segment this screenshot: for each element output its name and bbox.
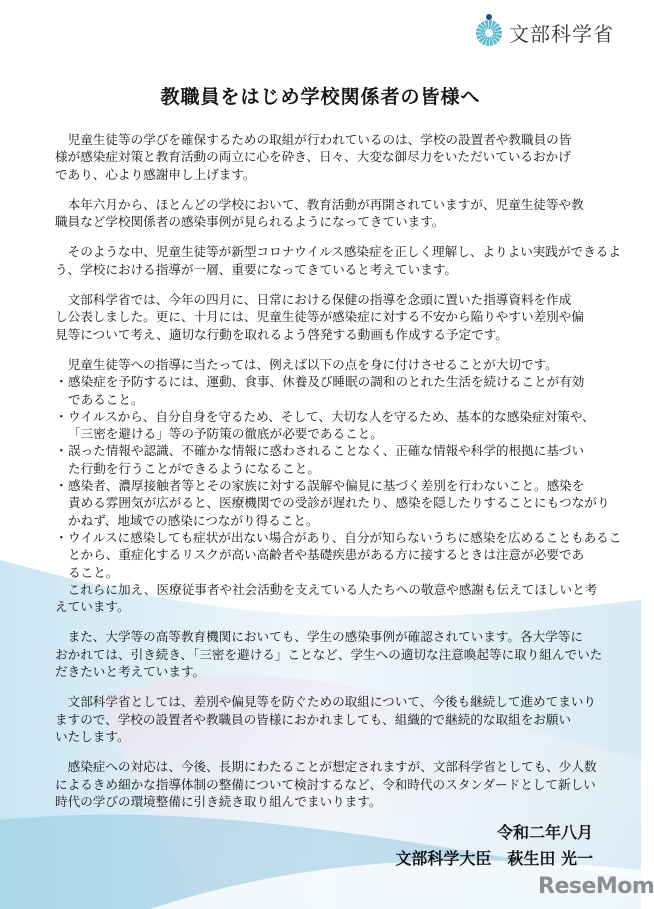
text-line: であり、心より感謝申し上げます。 <box>55 166 256 182</box>
page-title: 教職員をはじめ学校関係者の皆様へ <box>160 86 481 108</box>
text-line: ますので、学校の設置者や教職員の皆様におかれましても、組織的で継続的な取組をお願い <box>55 711 572 727</box>
paragraph <box>55 628 603 680</box>
text-line: 責める雰囲気が広がると、医療機関での受診が遅れたり、感染を隠したりすることにもつながり <box>68 495 610 511</box>
text-line: えています。 <box>55 599 130 615</box>
text-line: う、学校における指導が一層、重要になってきていると考えています。 <box>55 261 457 277</box>
text-line: 見等について考え、適切な行動を取れるよう啓発する動画も作成する予定です。 <box>55 326 508 342</box>
signature-date: 令和二年八月 <box>496 823 593 842</box>
text-line: 「三密を避ける」等の予防策の徹底が必要であること。 <box>68 426 383 442</box>
text-line: 誤った情報や認識、不確かな情報に惑わされることなく、正確な情報や科学的根拠に基づい <box>68 443 585 459</box>
mext-emblem-icon <box>476 20 502 46</box>
text-line: 職員など学校関係者の感染事例が見られるようになってきています。 <box>55 214 445 230</box>
logo-text: 文部科学省 <box>509 22 614 46</box>
paragraph <box>55 758 595 810</box>
text-line: これらに加え、医療従事者や社会活動を支えている人たちへの敬意や感謝も伝えてほしいと考 <box>55 581 598 597</box>
bullet-mark: ・ <box>55 478 68 494</box>
text-line: ウイルスに感染しても症状が出ない場合があり、自分が知らないうちに感染を広めることもあるこ <box>68 529 622 545</box>
text-line: 感染者、濃厚接触者等とその家族に対する誤解や偏見に基づく差別を行わないこと。感染を <box>68 478 585 494</box>
paragraph <box>55 196 595 231</box>
text-line: だきたいと考えています。 <box>55 664 206 680</box>
text-line: によるきめ細かな指導体制の整備について検討するなど、令和時代のスタンダードとして新しい <box>55 776 596 792</box>
text-line: た行動を行うことができるようになること。 <box>68 460 320 476</box>
paragraph <box>55 291 595 343</box>
signature-signer: 文部科学大臣 萩生田 光一 <box>395 849 593 868</box>
paragraph <box>55 243 621 278</box>
bullet-item <box>55 408 595 443</box>
bullet-mark: ・ <box>55 529 68 545</box>
text-line: そのような中、児童生徒等が新型コロナウイルス感染症を正しく理解し、よりよい実践ができるよ <box>55 244 621 260</box>
text-line: 感染症への対応は、今後、長期にわたることが想定されますが、文部科学省としても、少人数 <box>55 759 597 775</box>
text-line: おかれては、引き続き、「三密を避ける」ことなど、学生への適切な注意喚起等に取り組んでいた <box>55 646 603 662</box>
text-line: であること。 <box>68 391 144 407</box>
text-line: 時代の学びの環境整備に引き続き取り組んでまいります。 <box>55 793 382 809</box>
text-line: また、大学等の高等教育機関においても、学生の感染事例が確認されています。各大学等に <box>55 629 583 645</box>
text-line: いたします。 <box>55 728 130 744</box>
bullet-mark: ・ <box>55 443 68 459</box>
resemom-watermark: ReseMom <box>538 874 654 899</box>
text-line: ウイルスから、自分自身を守るため、そして、大切な人を守るため、基本的な感染症対策や、 <box>68 408 595 424</box>
bullet-mark: ・ <box>55 408 68 424</box>
text-line: とから、重症化するリスクが高い高齢者や基礎疾患がある方に接するときは注意が必要であ <box>68 547 585 563</box>
paragraph <box>55 131 595 183</box>
bullet-item <box>55 373 595 408</box>
text-line: 児童生徒等の学びを確保するための取組が行われているのは、学校の設置者や教職員の皆 <box>55 132 572 147</box>
text-line: 文部科学省では、今年の四月に、日常における保健の指導を念頭に置いた指導資料を作成 <box>55 292 572 308</box>
list-intro: 児童生徒等への指導に当たっては、例えば以下の点を身に付けさせることが大切です。 <box>55 356 558 372</box>
bullet-mark: ・ <box>55 374 68 390</box>
text-line: 文部科学省としては、差別や偏見等を防ぐための取組について、今後も継続して進めてまいり <box>55 694 597 710</box>
paragraph <box>55 581 598 616</box>
bullet-item <box>55 442 595 477</box>
bullet-item <box>55 477 610 529</box>
text-line: 様が感染症対策と教育活動の両立に心を砕き、日々、大変な御尽力をいただいているおかげ <box>55 149 571 165</box>
paragraph <box>55 693 595 745</box>
text-line: ること。 <box>68 564 119 580</box>
mext-logo <box>476 18 614 47</box>
bullet-item <box>55 529 622 581</box>
text-line: 本年六月から、ほとんどの学校において、教育活動が再開されていますが、児童生徒等や教 <box>55 196 584 212</box>
letter-body <box>55 131 622 823</box>
text-line: し公表しました。更に、十月には、児童生徒等が感染症に対する不安から陥りやすい差別や偏 <box>55 309 584 325</box>
text-line: かねず、地域での感染につながり得ること。 <box>68 512 319 528</box>
text-line: 感染症を予防するには、運動、食事、休養及び睡眠の調和のとれた生活を続けることが有効 <box>68 374 585 390</box>
